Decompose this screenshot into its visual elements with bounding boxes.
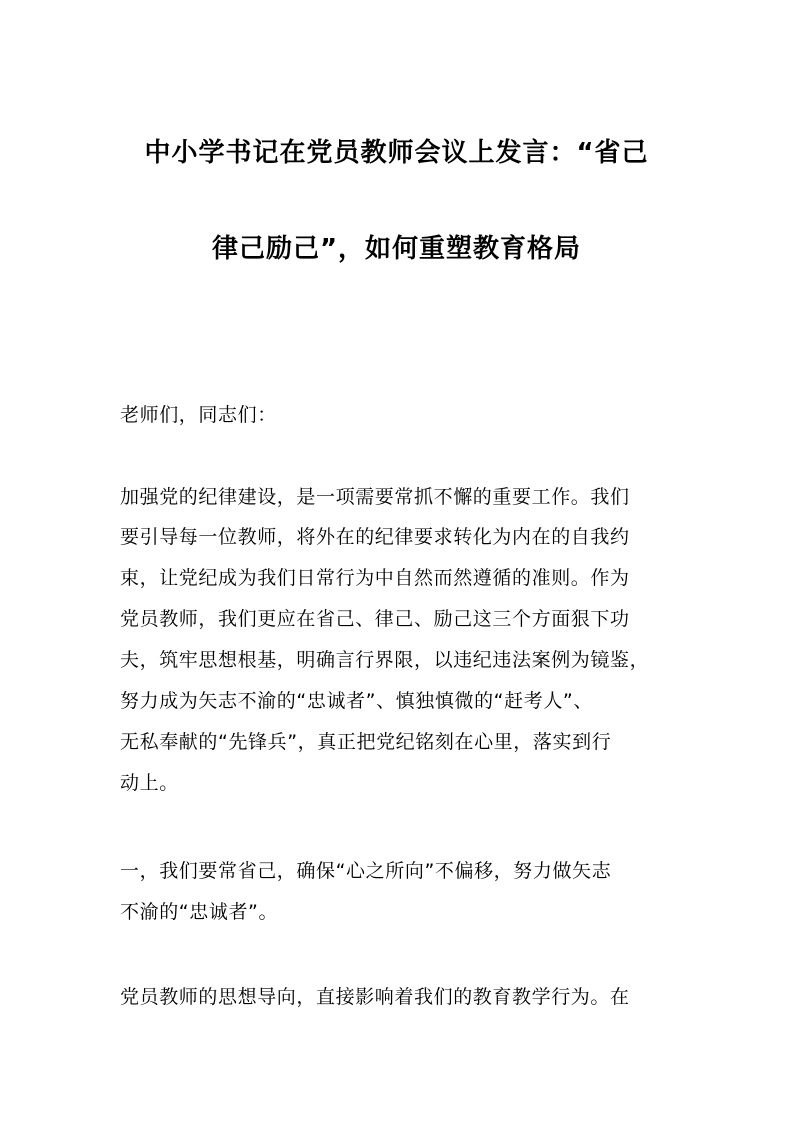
paragraph1-line-2: 要引导每一位教师，将外在的纪律要求转化为内在的自我约 <box>120 526 630 548</box>
section1-heading-line-1: 一，我们要常省己，确保“心之所向”不偏移，努力做矢志 <box>120 860 612 882</box>
document-title-line-1: 中小学书记在党员教师会议上发言：“省己 <box>144 138 649 168</box>
section1-heading-line-2: 不渝的“忠诚者”。 <box>120 901 279 923</box>
paragraph1-line-4: 党员教师，我们更应在省己、律己、励己这三个方面狠下功 <box>120 608 630 630</box>
paragraph2-line-1: 党员教师的思想导向，直接影响着我们的教育教学行为。在 <box>120 986 630 1008</box>
paragraph1-line-3: 束，让党纪成为我们日常行为中自然而然遵循的准则。作为 <box>120 567 630 589</box>
greeting: 老师们，同志们： <box>120 404 277 426</box>
paragraph1-line-7: 无私奉献的“先锋兵”，真正把党纪铭刻在心里，落实到行 <box>120 731 612 753</box>
paragraph1-line-8: 动上。 <box>120 772 179 794</box>
paragraph1-line-5: 夫，筑牢思想根基，明确言行界限，以违纪违法案例为镜鉴， <box>120 649 650 671</box>
paragraph1-line-6: 努力成为矢志不渝的“忠诚者”、慎独慎微的“赶考人”、 <box>120 690 593 712</box>
document-title-line-2: 律己励己”，如何重塑教育格局 <box>211 234 582 264</box>
paragraph1-line-1: 加强党的纪律建设，是一项需要常抓不懈的重要工作。我们 <box>120 486 630 508</box>
